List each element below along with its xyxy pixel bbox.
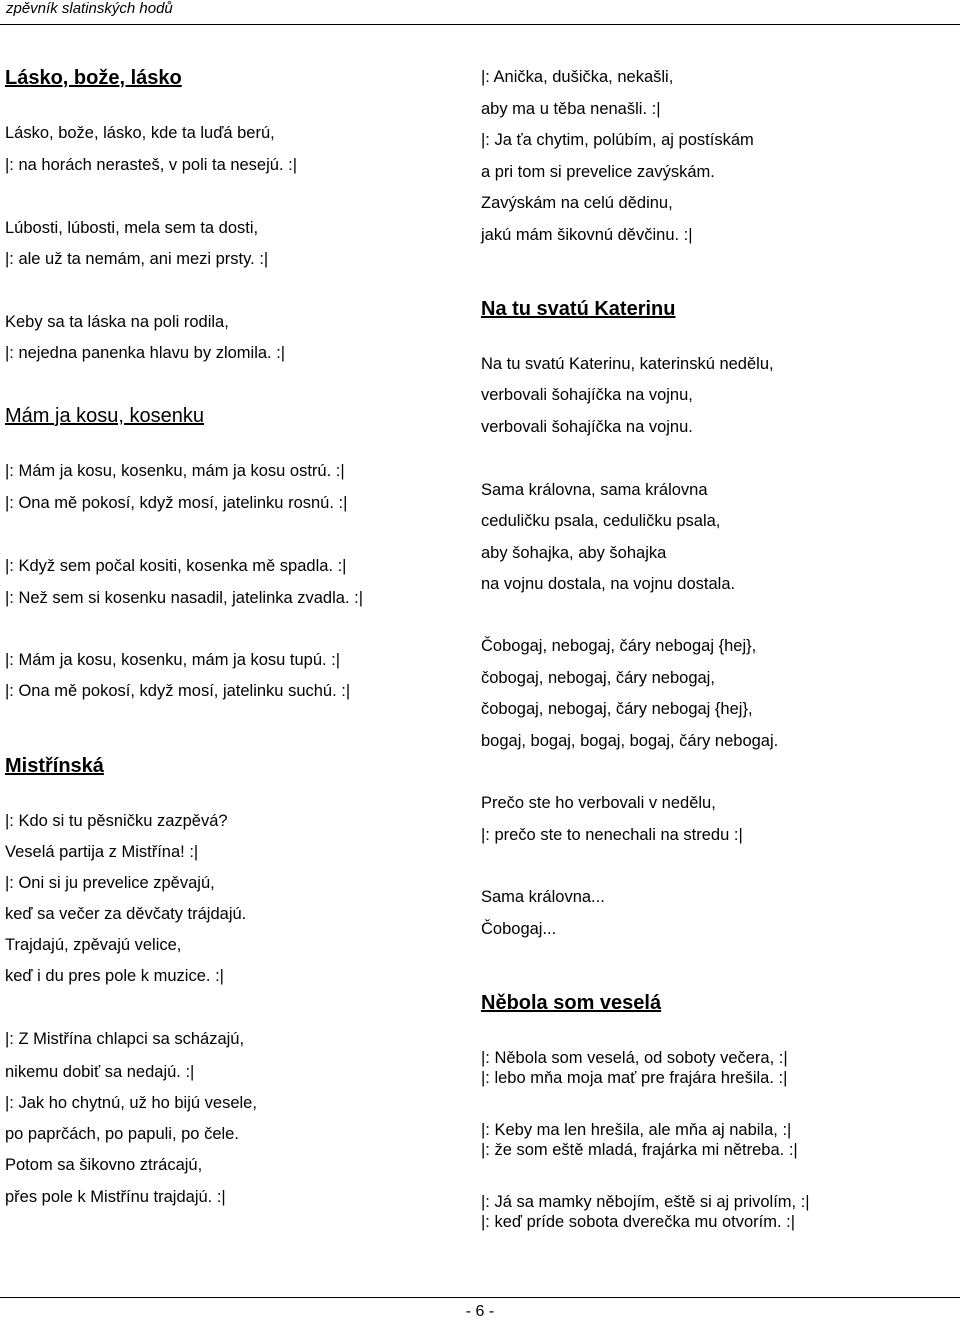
song-line: |: lebo mňa moja mať pre frajára hrešila. :| [481, 1069, 788, 1087]
song-line: |: Když sem počal kositi, kosenka mě spadla. :| [5, 557, 347, 575]
song-line: čobogaj, nebogaj, čáry nebogaj, [481, 669, 715, 687]
song-line: Lásko, bože, lásko, kde ta luďá berú, [5, 124, 275, 142]
song-line: Na tu svatú Katerinu, katerinskú nedělu, [481, 355, 774, 373]
song-line: Zavýskám na celú dědinu, [481, 194, 673, 212]
song-line: přes pole k Mistřínu trajdajú. :| [5, 1188, 226, 1206]
page-number: - 6 - [465, 1303, 495, 1320]
song-line: Trajdajú, zpěvajú velice, [5, 936, 182, 954]
song-line: |: nejedna panenka hlavu by zlomila. :| [5, 344, 286, 362]
song-line: aby šohajka, aby šohajka [481, 544, 667, 562]
song-line: |: Něbola som veselá, od soboty večera, :| [481, 1049, 788, 1067]
footer-divider [0, 1297, 960, 1298]
song-line: keď sa večer za děvčaty trájdajú. [5, 905, 247, 923]
song-line: |: Já sa mamky něbojím, eště si aj privolím, :| [481, 1193, 810, 1211]
song-title-laska: Lásko, bože, lásko [5, 67, 182, 89]
song-line: |: že som eště mladá, frajárka mi nětreba. :| [481, 1141, 798, 1159]
song-line: Lúbosti, lúbosti, mela sem ta dosti, [5, 219, 259, 237]
song-line: Čobogaj... [481, 920, 557, 938]
song-line: čobogaj, nebogaj, čáry nebogaj {hej}, [481, 700, 753, 718]
song-line: Veselá partija z Mistřína! :| [5, 843, 199, 861]
song-line: verbovali šohajíčka na vojnu, [481, 386, 693, 404]
song-line: |: Kdo si tu pěsničku zazpěvá? [5, 812, 228, 830]
song-line: |: Z Mistřína chlapci sa scházajú, [5, 1030, 245, 1048]
song-line: |: Oni si ju prevelice zpěvajú, [5, 874, 215, 892]
song-line: |: Než sem si kosenku nasadil, jatelinka zvadla. :| [5, 589, 363, 607]
song-line: |: Jak ho chytnú, už ho bijú vesele, [5, 1094, 257, 1112]
song-title-kosa: Mám ja kosu, kosenku [5, 405, 204, 427]
song-title-katerina: Na tu svatú Katerinu [481, 298, 676, 320]
song-line: na vojnu dostala, na vojnu dostala. [481, 575, 736, 593]
song-line: verbovali šohajíčka na vojnu. [481, 418, 693, 436]
book-title: zpěvník slatinských hodů [6, 0, 173, 17]
song-line: |: ale už ta nemám, ani mezi prsty. :| [5, 250, 269, 268]
header-divider [0, 24, 960, 25]
song-line: Keby sa ta láska na poli rodila, [5, 313, 229, 331]
song-title-nebola: Něbola som veselá [481, 992, 662, 1014]
song-line: Čobogaj, nebogaj, čáry nebogaj {hej}, [481, 637, 757, 655]
song-line: |: Ja ťa chytim, polúbím, aj postískám [481, 131, 754, 149]
song-line: |: Mám ja kosu, kosenku, mám ja kosu ostrú. :| [5, 462, 345, 480]
song-line: ceduličku psala, ceduličku psala, [481, 512, 721, 530]
song-line: |: Keby ma len hrešila, ale mňa aj nabila, :| [481, 1121, 792, 1139]
song-line: Sama královna... [481, 888, 605, 906]
song-line: keď i du pres pole k muzice. :| [5, 967, 224, 985]
song-line: aby ma u těba nenašli. :| [481, 100, 661, 118]
song-line: |: Mám ja kosu, kosenku, mám ja kosu tupú. :| [5, 651, 341, 669]
song-line: Potom sa šikovno ztrácajú, [5, 1156, 203, 1174]
song-line: |: Anička, dušička, nekašli, [481, 68, 674, 86]
song-line: |: Ona mě pokosí, když mosí, jatelinku rosnú. :| [5, 494, 348, 512]
song-line: nikemu dobiť sa nedajú. :| [5, 1063, 195, 1081]
song-title-mistrinska: Mistřínská [5, 755, 104, 777]
song-line: |: Ona mě pokosí, když mosí, jatelinku suchú. :| [5, 682, 351, 700]
song-line: Sama královna, sama královna [481, 481, 708, 499]
song-line: |: prečo ste to nenechali na stredu :| [481, 826, 743, 844]
song-line: po paprčách, po papuli, po čele. [5, 1125, 239, 1143]
song-line: jakú mám šikovnú děvčinu. :| [481, 226, 693, 244]
song-line: a pri tom si prevelice zavýskám. [481, 163, 715, 181]
song-line: |: keď príde sobota dverečka mu otvorím. :| [481, 1213, 796, 1231]
song-line: |: na horách nerasteš, v poli ta nesejú. :| [5, 156, 297, 174]
song-line: bogaj, bogaj, bogaj, bogaj, čáry nebogaj. [481, 732, 779, 750]
song-line: Prečo ste ho verbovali v nedělu, [481, 794, 716, 812]
